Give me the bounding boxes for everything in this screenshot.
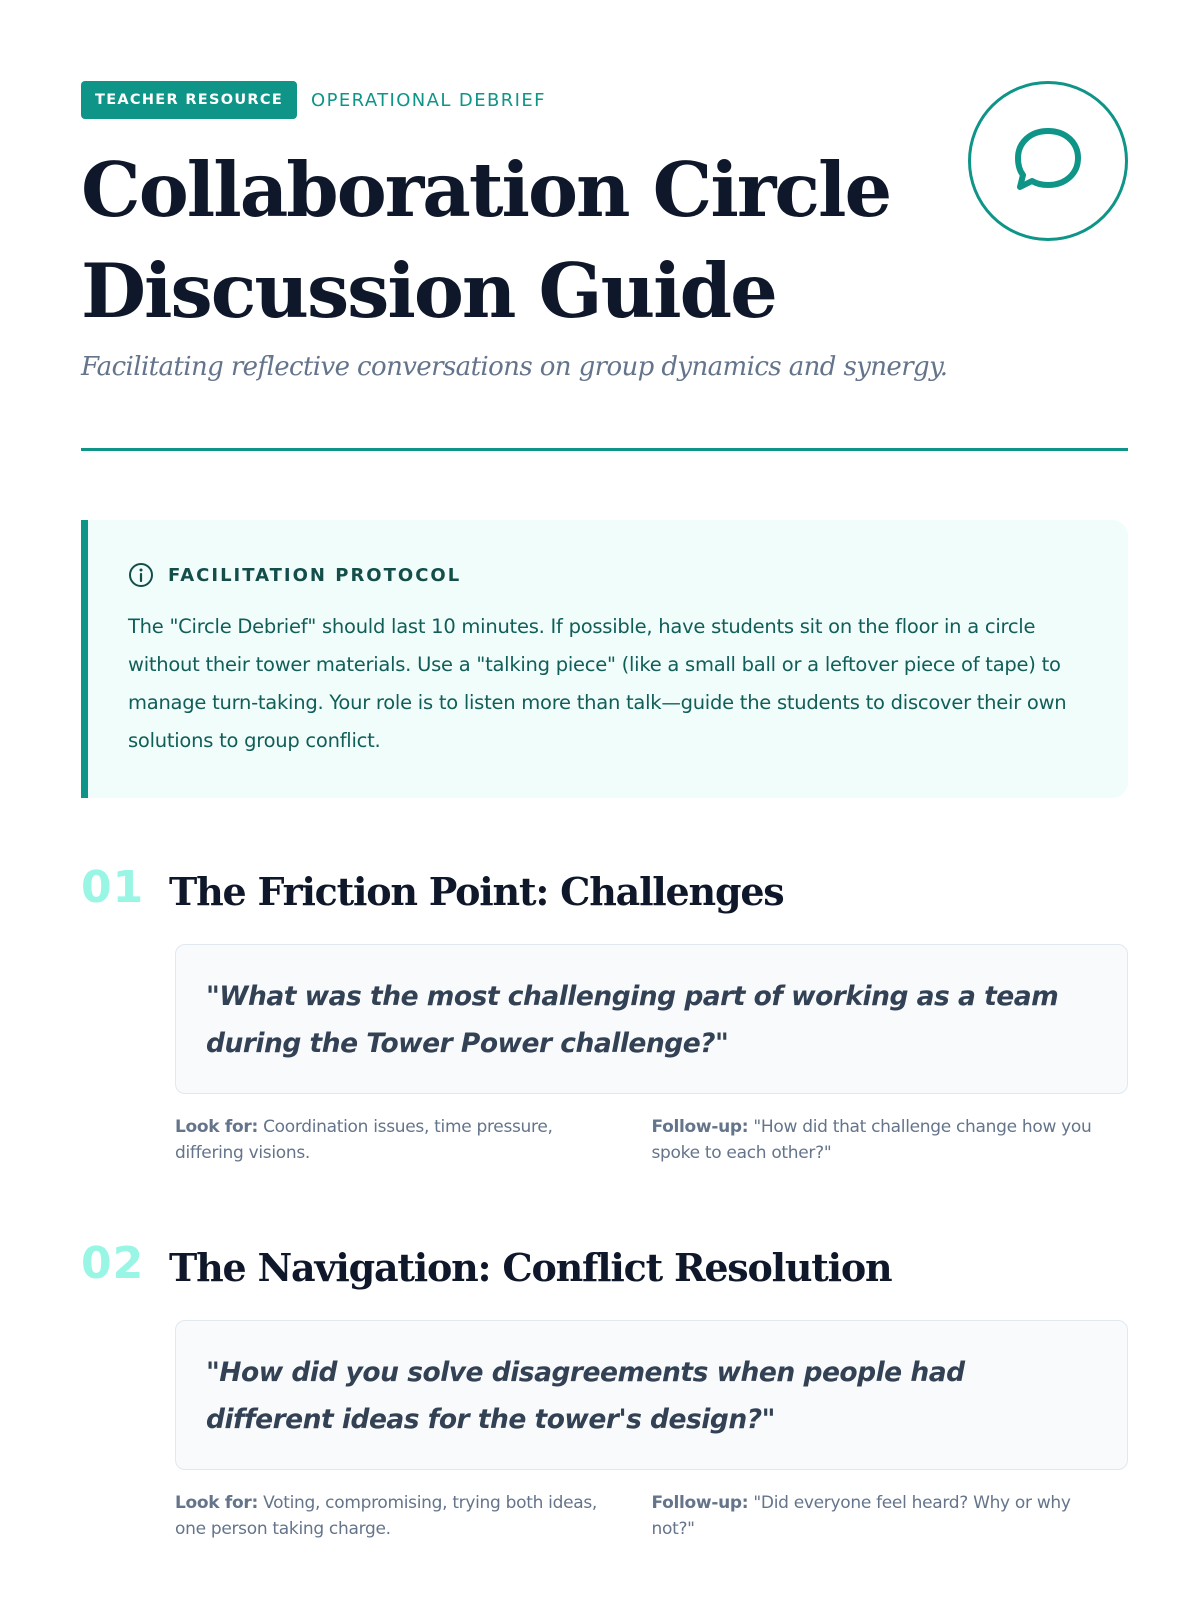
look-for-note	[175, 1490, 652, 1542]
discussion-question: "How did you solve disagreements when people had different ideas for the tower's design?"	[206, 1357, 965, 1435]
follow-up-label: Follow-up:	[651, 1117, 749, 1137]
protocol-body: The "Circle Debrief" should last 10 minutes. If possible, have students sit on the floor in a circle without their tower materials. Use a "talking piece" (like a small ball or a leftover piece of tape) to manage turn-taking. Your role is to listen more than talk—guide the students to discover their own solutions to group conflict.	[128, 615, 1067, 752]
follow-up-label: Follow-up:	[651, 1493, 749, 1513]
eyebrow-label: OPERATIONAL DEBRIEF	[311, 89, 546, 111]
facilitation-protocol-panel	[81, 520, 1128, 798]
look-for-text: Voting, compromising, trying both ideas, one person taking charge.	[175, 1493, 598, 1539]
title-line-1: Collaboration Circle	[81, 146, 891, 234]
question-card	[175, 1320, 1128, 1470]
question-card	[175, 944, 1128, 1094]
follow-up-text: "How did that challenge change how you spoke to each other?"	[651, 1117, 1092, 1163]
info-icon	[128, 562, 154, 588]
title-line-2: Discussion Guide	[81, 247, 776, 335]
protocol-title: FACILITATION PROTOCOL	[168, 564, 462, 586]
look-for-label: Look for:	[175, 1117, 258, 1137]
section-header	[81, 1234, 1128, 1294]
header-divider	[81, 448, 1128, 451]
follow-up-text: "Did everyone feel heard? Why or why not?"	[651, 1493, 1071, 1539]
page-title	[81, 140, 941, 342]
follow-up-note	[652, 1490, 1129, 1542]
teacher-resource-badge: TEACHER RESOURCE	[81, 81, 297, 119]
page-subtitle: Facilitating reflective conversations on group dynamics and synergy.	[81, 352, 948, 382]
look-for-note	[175, 1114, 652, 1166]
follow-up-note	[652, 1114, 1129, 1166]
look-for-text: Coordination issues, time pressure, differing visions.	[175, 1117, 553, 1163]
discussion-question: "What was the most challenging part of working as a team during the Tower Power challenge?"	[206, 981, 1059, 1059]
section-challenges	[81, 858, 1128, 1198]
page-header	[81, 0, 1128, 452]
question-notes	[175, 1490, 1128, 1542]
look-for-label: Look for:	[175, 1493, 258, 1513]
section-number: 01	[81, 862, 145, 913]
section-number: 02	[81, 1238, 145, 1289]
section-conflict-resolution	[81, 1234, 1128, 1574]
speech-bubble-icon	[968, 81, 1128, 241]
protocol-header	[128, 560, 1088, 590]
speech-bubble-icon-graphic	[1008, 121, 1088, 201]
question-notes	[175, 1114, 1128, 1166]
section-title: The Friction Point: Challenges	[169, 869, 784, 914]
eyebrow	[81, 81, 546, 119]
section-header	[81, 858, 1128, 918]
discussion-guide-page	[81, 0, 1128, 1600]
section-title: The Navigation: Conflict Resolution	[169, 1245, 892, 1290]
